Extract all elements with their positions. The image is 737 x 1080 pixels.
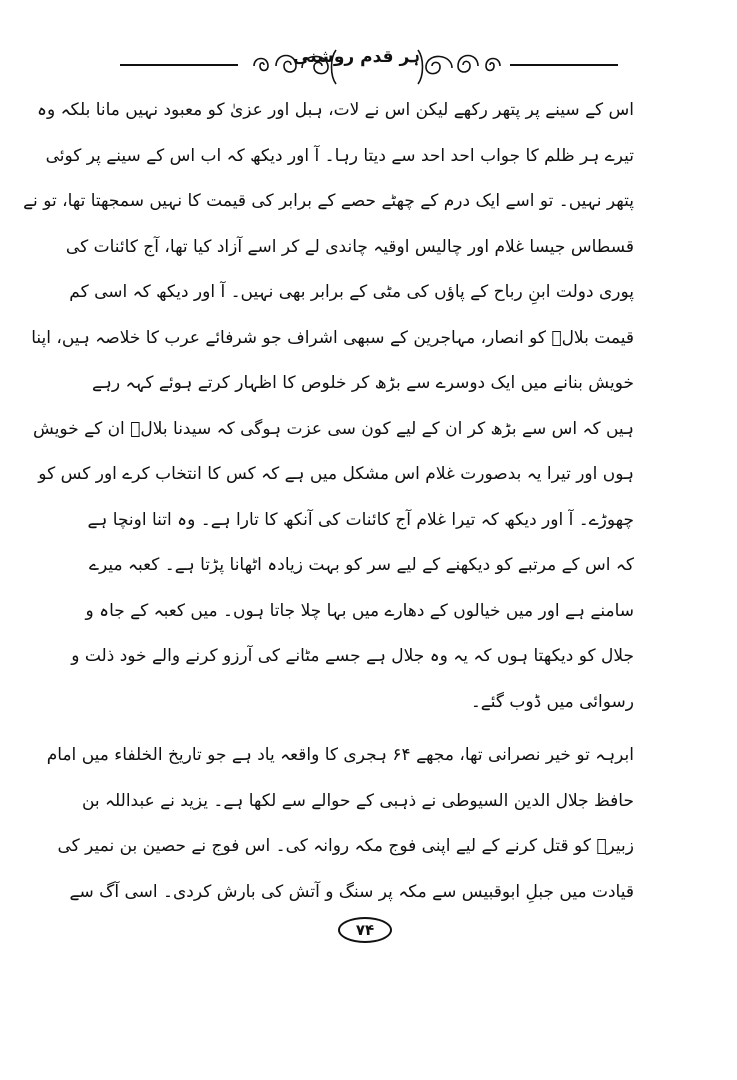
page-number-badge	[338, 917, 392, 943]
header-rule-left	[120, 64, 238, 66]
header-rule-right	[510, 64, 618, 66]
text-line: کہ اس کے مرتبے کو دیکھنے کے لیے سر کو بہت زیادہ اٹھانا پڑتا ہے۔ کعبہ میرے	[89, 555, 634, 575]
text-line: اس کے سینے پر پتھر رکھے لیکن اس نے لات، ہبل اور عزیٰ کو معبود نہیں مانا بلکہ وہ	[37, 100, 634, 120]
text-line: ہوں اور تیرا یہ بدصورت غلام اس مشکل میں ہے کہ کس کا انتخاب کرے اور کس کو	[38, 464, 634, 484]
paragraph-gap	[100, 725, 634, 733]
text-line: خویش بنانے میں ایک دوسرے سے بڑھ کر خلوص کا اظہار کرتے ہوئے کہہ رہے	[91, 373, 634, 393]
text-line: حافظ جلال الدین السیوطی نے ذہبی کے حوالے سے لکھا ہے۔ یزید نے عبداللہ بن	[81, 790, 634, 811]
text-line: ہیں کہ اس سے بڑھ کر ان کے لیے کون سی عزت ہوگی کہ سیدنا بلالؓ ان کے خویش	[33, 418, 634, 439]
text-line: چھوڑے۔ آ اور دیکھ کہ تیرا غلام آج کائنات کی آنکھ کا تارا ہے۔ وہ اتنا اونچا ہے	[87, 509, 634, 530]
text-line: زبیرؓ کو قتل کرنے کے لیے اپنی فوج مکہ روانہ کی۔ اس فوج نے حصین بن نمیر کی	[57, 836, 634, 856]
text-line: پتھر نہیں۔ تو اسے ایک درم کے چھٹے حصے کے برابر کی قیمت کا نہیں سمجھتا تھا، تو نے	[23, 191, 634, 211]
text-line: ابرہہ تو خیر نصرانی تھا، مجھے ۶۴ ہجری کا واقعہ یاد ہے جو تاریخ الخلفاء میں امام	[46, 745, 634, 765]
text-line: قیمت بلالؓ کو انصار، مہاجرین کے سبھی اشراف جو شرفائے عرب کا خلاصہ ہیں، اپنا	[31, 327, 634, 348]
body-text	[23, 88, 634, 915]
page-header	[120, 30, 618, 90]
text-line: پوری دولت ابنِ رباح کے پاؤں کی مٹی کے برابر بھی نہیں۔ آ اور دیکھ کہ اسی کم	[69, 282, 634, 302]
text-line: سامنے ہے اور میں خیالوں کے دھارے میں بہا چلا جاتا ہوں۔ میں کعبہ کے جاہ و	[85, 600, 634, 621]
page-number: ۷۴	[355, 921, 375, 939]
text-line: تیرے ہر ظلم کا جواب احد احد سے دیتا رہا۔ آ اور دیکھ کہ اب اس کے سینے پر کوئی	[45, 145, 634, 166]
text-line: قیادت میں جبلِ ابوقبیس سے مکہ پر سنگ و آتش کی بارش کردی۔ اسی آگ سے	[69, 881, 634, 902]
running-head-title: ہر قدم روشنی	[293, 47, 420, 67]
text-line: جلال کو دیکھتا ہوں کہ یہ وہ جلال ہے جسے مٹانے کی آرزو کرنے والے خود ذلت و	[71, 646, 634, 666]
text-line: رسوائی میں ڈوب گئے۔	[470, 691, 634, 712]
text-line: قسطاس جیسا غلام اور چالیس اوقیہ چاندی لے کر اسے آزاد کیا تھا، آج کائنات کی	[65, 236, 634, 257]
paragraph-2	[46, 733, 634, 915]
paragraph-1	[23, 88, 634, 725]
